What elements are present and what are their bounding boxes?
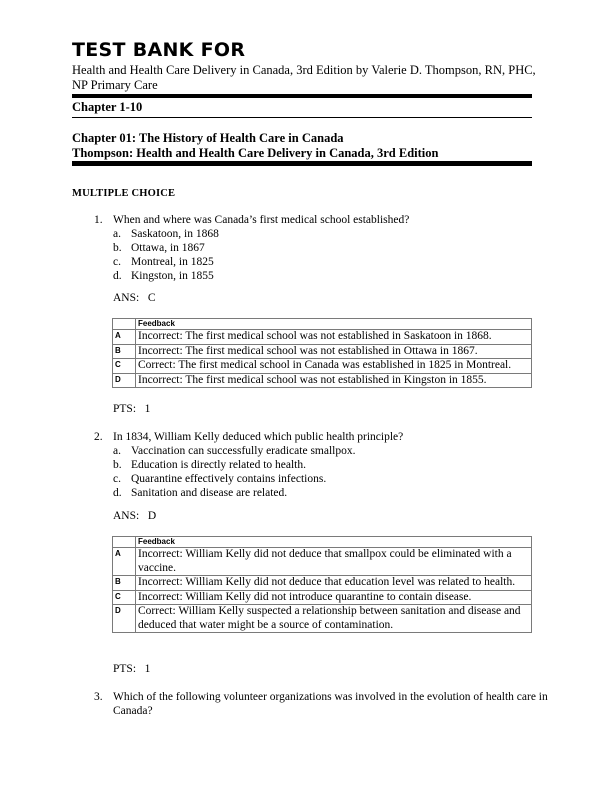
option-letter: d.: [113, 487, 122, 499]
feedback-letter: B: [113, 576, 136, 591]
feedback-table-2: [112, 536, 532, 633]
question-number: 1.: [94, 214, 103, 226]
option-letter: b.: [113, 459, 122, 471]
feedback-text: Correct: The first medical school in Canada was established in 1825 in Montreal.: [136, 359, 532, 374]
chapter-range: Chapter 1-10: [72, 100, 143, 114]
feedback-header: Feedback: [136, 537, 532, 548]
chapter-heading: [72, 131, 542, 161]
points-line: [113, 663, 150, 677]
question-text: When and where was Canada’s first medical school established?: [113, 214, 410, 226]
section-label: MULTIPLE CHOICE: [72, 188, 176, 199]
option-d: [113, 487, 533, 501]
feedback-header-empty: [113, 537, 136, 548]
feedback-row: [113, 548, 532, 576]
question-number: 2.: [94, 431, 103, 443]
answer-value: C: [147, 292, 156, 304]
chapter-rule-thick: [72, 161, 532, 166]
option-a: [113, 228, 533, 242]
document-subtitle: Health and Health Care Delivery in Canada, 3rd Edition by Valerie D. Thompson, RN, PHC, NP Primary Care: [72, 63, 536, 92]
feedback-row: [113, 344, 532, 359]
answer-label: ANS:: [113, 292, 140, 304]
option-c: [113, 473, 533, 487]
option-d: [113, 270, 533, 284]
feedback-row: [113, 373, 532, 388]
option-text: Vaccination can successfully eradicate smallpox.: [131, 445, 356, 457]
feedback-table-1: [112, 318, 532, 388]
option-letter: a.: [113, 228, 121, 240]
option-text: Sanitation and disease are related.: [131, 487, 288, 499]
option-letter: d.: [113, 270, 122, 282]
feedback-row: [113, 605, 532, 633]
question-number: 3.: [94, 691, 103, 703]
option-a: [113, 445, 533, 459]
feedback-letter: C: [113, 359, 136, 374]
feedback-text: Incorrect: The first medical school was not established in Ottawa in 1867.: [136, 344, 532, 359]
chapter-title: Chapter 01: The History of Health Care in Canada: [72, 131, 344, 145]
option-text: Quarantine effectively contains infections.: [131, 473, 327, 485]
answer-value: D: [147, 510, 157, 522]
feedback-letter: C: [113, 590, 136, 605]
feedback-header-row: [113, 319, 532, 330]
feedback-row: [113, 590, 532, 605]
points-line: [113, 403, 150, 417]
document-title: TEST BANK FOR: [72, 39, 246, 61]
feedback-letter: A: [113, 548, 136, 576]
option-letter: a.: [113, 445, 121, 457]
feedback-letter: D: [113, 373, 136, 388]
feedback-letter: A: [113, 330, 136, 345]
feedback-text: Incorrect: William Kelly did not introduce quarantine to contain disease.: [136, 590, 532, 605]
option-letter: c.: [113, 256, 121, 268]
feedback-letter: B: [113, 344, 136, 359]
answer-line: [113, 292, 156, 306]
feedback-row: [113, 330, 532, 345]
header-rule-thin: [72, 117, 532, 118]
question-text: In 1834, William Kelly deduced which public health principle?: [113, 431, 404, 443]
feedback-text: Incorrect: The first medical school was not established in Saskatoon in 1868.: [136, 330, 532, 345]
feedback-text: Incorrect: William Kelly did not deduce that education level was related to health.: [136, 576, 532, 591]
feedback-header-empty: [113, 319, 136, 330]
feedback-row: [113, 359, 532, 374]
points-value: 1: [144, 403, 151, 415]
header-rule-thick: [72, 94, 532, 98]
option-text: Ottawa, in 1867: [131, 242, 205, 254]
feedback-text: Correct: William Kelly suspected a relationship between sanitation and disease and deduced that water might be a source of contamination.: [136, 605, 532, 633]
points-label: PTS:: [113, 663, 137, 675]
feedback-row: [113, 576, 532, 591]
points-value: 1: [144, 663, 151, 675]
feedback-header-row: [113, 537, 532, 548]
feedback-text: Incorrect: The first medical school was not established in Kingston in 1855.: [136, 373, 532, 388]
option-text: Montreal, in 1825: [131, 256, 214, 268]
book-title: Thompson: Health and Health Care Delivery in Canada, 3rd Edition: [72, 146, 439, 160]
option-letter: b.: [113, 242, 122, 254]
feedback-text: Incorrect: William Kelly did not deduce that smallpox could be eliminated with a vaccine.: [136, 548, 532, 576]
feedback-header: Feedback: [136, 319, 532, 330]
option-c: [113, 256, 533, 270]
option-b: [113, 459, 533, 473]
option-text: Saskatoon, in 1868: [131, 228, 219, 240]
question-text: Which of the following volunteer organizations was involved in the evolution of health care in Canada?: [113, 691, 548, 717]
feedback-letter: D: [113, 605, 136, 633]
option-letter: c.: [113, 473, 121, 485]
option-text: Education is directly related to health.: [131, 459, 306, 471]
option-b: [113, 242, 533, 256]
option-text: Kingston, in 1855: [131, 270, 214, 282]
answer-line: [113, 510, 156, 524]
points-label: PTS:: [113, 403, 137, 415]
answer-label: ANS:: [113, 510, 140, 522]
